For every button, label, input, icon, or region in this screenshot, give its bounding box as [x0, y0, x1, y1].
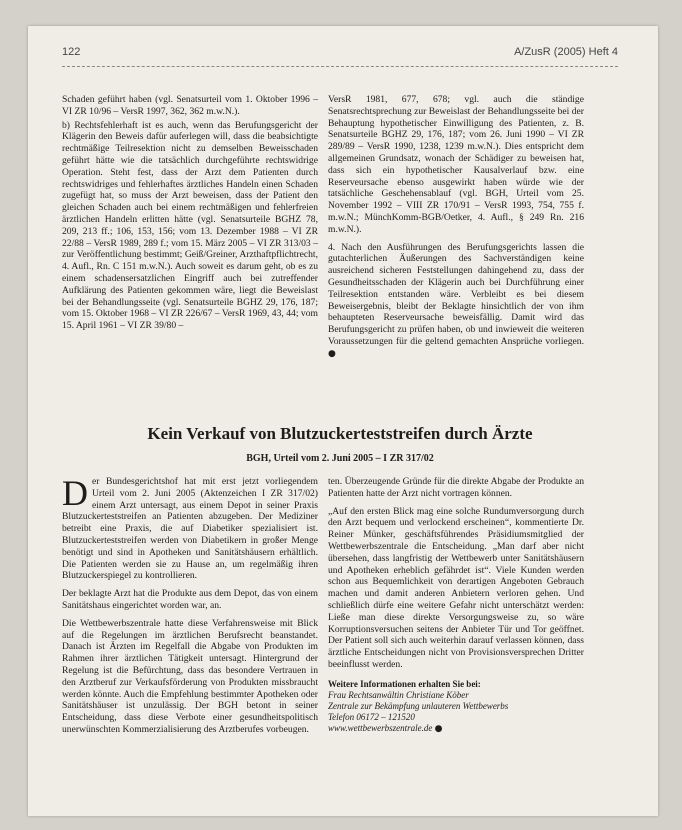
article-subtitle: BGH, Urteil vom 2. Juni 2005 – I ZR 317/02: [246, 453, 434, 464]
page-number: 122: [62, 46, 81, 58]
contact-website: [328, 723, 584, 735]
paragraph: [62, 473, 318, 582]
paragraph: VersR 1981, 677, 678; vgl. auch die ständige Senatsrechtsprechung zur Beweislast der Behandlungsseite bei der Behauptung hypothetischer Einwilligung des Patienten, z. B. Senatsurteile BGHZ 29, 176, 187; vom 26. Juni 1990 – VI ZR 289/89 – VersR 1990, 1238, 1239 m.w.N.). Dies entspricht dem allgemeinen Grundsatz, wonach der Schädiger zu beweisen hat, dass sich ein hypothetischer Kausalverlauf bzw. eine Reserveursache ebenso ausgewirkt haben würde wie der tatsächliche Geschehensablauf (vgl. BGH, Urteil vom 25. November 1992 – VIII ZR 170/91 – VersR 1993, 754, 755 f. m.w.N.; MünchKomm-BGB/Oetker, 4. Aufl., § 249 Rn. 216 m.w.N.).: [328, 94, 584, 235]
contact-name: Frau Rechtsanwältin Christiane Köber: [328, 689, 469, 700]
paragraph-text: 4. Nach den Ausführungen des Berufungsgerichts lassen die gutachterlichen Äußerungen des Sachverständigen keine ausreichend sicheren Feststellungen dahingehend zu, dass der Gesundheitsschaden der Klägerin auch bei Durchführung einer Teilresektion entstanden wäre. Verbleibt es bei diesem Beweisergebnis, bleibt der Beklagte hinsichtlich der von ihm behaupteten Reserveursache beweisfällig. Damit wird das Berufungsgericht zu prüfen haben, ob und inwieweit die weiteren Voraussetzungen für die geltend gemachten Ansprüche vorliegen.: [328, 241, 584, 347]
contact-info-heading: Weitere Informationen erhalten Sie bei:: [328, 678, 481, 689]
paragraph: Die Wettbewerbszentrale hatte diese Verfahrensweise mit Blick auf die Regelungen im ärztlichen Berufsrecht beanstandet. Danach ist Ärzten im Regelfall die Abgabe von Produkten im Rahmen ihrer ärztlichen Tätigkeit untersagt. Hintergrund der Regelung ist die Befürchtung, dass das besondere Vertrauen in den Arztberuf zur Verkaufsförderung von Produkten missbraucht werden könnte. Auch die Empfehlung bestimmter Apotheken oder Sanitätshäuser ist unzulässig. Der BGH betont in seiner Entscheidung, dass diese Verbote einer gesundheitspolitisch unerwünschten Kommerzialisierung des Arztberufes vorbeugen.: [62, 617, 318, 735]
paragraph-text: er Bundesgerichtshof hat mit erst jetzt vorliegendem Urteil vom 2. Juni 2005 (Aktenzeichen I ZR 317/02) einem Arzt untersagt, aus einem Depot in seiner Praxis Blutzuckerteststreifen an Patienten abzugeben. Der Mediziner betreibt eine Praxis, die auf Diabetiker spezialisiert ist. Blutzuckerteststreifen werden von Diabetikern in großer Menge benötigt und sind in Apotheken und Sanitätshäusern erhältlich. Die Patienten werden sie zu Hause an, um regelmäßig ihren Blutzuckerspiegel zu kontrollieren.: [62, 476, 318, 582]
drop-cap: D: [62, 473, 88, 513]
article-left-column: [62, 473, 318, 738]
article-right-column: [328, 476, 584, 735]
paragraph: Schaden geführt haben (vgl. Senatsurteil vom 1. Oktober 1996 – VI ZR 10/96 – VersR 1997, 362, 362 m.w.N.).: [62, 94, 318, 117]
article-title: Kein Verkauf von Blutzuckerteststreifen durch Ärzte: [147, 424, 533, 443]
contact-website-text: www.wettbewerbszentrale.de: [328, 722, 433, 733]
paragraph: „Auf den ersten Blick mag eine solche Rundumversorgung durch den Arzt bequem und verlockend erscheinen“, kommentierte Dr. Reiner Münker, geschäftsführendes Präsidiumsmitglied der Wettbewerbszentrale die Entscheidung. „Man darf aber nicht übersehen, dass langfristig der Wettbewerb unter Sanitätshäusern und Apotheken erheblich gefährdet ist“. Viele Kunden werden schon aus Bequemlichkeit von derartigen Angeboten Gebrauch machen und damit anderen Anbietern verloren gehen. Und schließlich dürfe eine weitere Gefahr nicht unterschätzt werden: Ließe man diese direkte Versorgungsweise zu, so wäre Korruptionsversuchen seitens der Anbieter Tür und Tor geöffnet. Der Patient soll sich auch weiterhin darauf verlassen können, dass ärztliche Entscheidungen nicht von Provisionsversprechen Dritter beeinflusst werden.: [328, 505, 584, 670]
contact-phone: Telefon 06172 – 121520: [328, 711, 415, 722]
contact-organization: Zentrale zur Bekämpfung unlauteren Wettbewerbs: [328, 700, 509, 711]
paragraph: b) Rechtsfehlerhaft ist es auch, wenn das Berufungsgericht der Klägerin den Beweis dafür auferlegen will, dass die beabsichtigte rechtmäßige Teilresektion nicht zu demselben Beweisschaden geführt hätte wie die tatsächlich durchgeführte rechtswidrige Operation. Steht fest, dass der Arzt dem Patienten durch rechtswidriges und fehlerhaftes ärztliches Handeln einen Schaden zugefügt hat, so muss der Arzt beweisen, dass der Patient den gleichen Schaden auch bei einem rechtmäßigen und fehlerfreien ärztlichen Handeln erlitten hätte (vgl. Senatsurteile BGHZ 78, 209, 213 ff.; 106, 153, 156; vom 13. Dezember 1988 – VI ZR 22/88 – VersR 1989, 289 f.; vom 15. März 2005 – VI ZR 313/03 – zur Veröffentlichung bestimmt; Geiß/Greiner, Arzthaftpflichtrecht, 4. Aufl., Rn. C 151 m.w.N.). Auch soweit es darum geht, ob es zu einem schadensersatzlichen Eingriff auch bei zutreffender Aufklärung des Patienten gekommen wäre, liegt die Beweislast bei der Behandlungsseite (vgl. Senatsurteile BGHZ 29, 176, 187; vom 15. Oktober 1968 – VI ZR 226/67 – VersR 1969, 43, 44; vom 15. April 1961 – VI ZR 39/80 –: [62, 119, 318, 332]
top-article-right-column: [328, 94, 584, 363]
contact-info-box: [328, 679, 584, 735]
paragraph: [328, 242, 584, 361]
end-mark: ●: [328, 348, 336, 359]
paragraph: Der beklagte Arzt hat die Produkte aus dem Depot, das von einem Sanitätshaus eingerichtet worden war, an.: [62, 588, 318, 611]
journal-citation: A/ZusR (2005) Heft 4: [514, 46, 618, 58]
end-mark: ●: [434, 723, 443, 734]
paragraph: ten. Überzeugende Gründe für die direkte Abgabe der Produkte an Patienten hatte der Arzt nicht vortragen können.: [328, 476, 584, 499]
header-rule: [62, 66, 618, 67]
document-page: [28, 26, 658, 816]
top-article-left-column: [62, 94, 318, 334]
